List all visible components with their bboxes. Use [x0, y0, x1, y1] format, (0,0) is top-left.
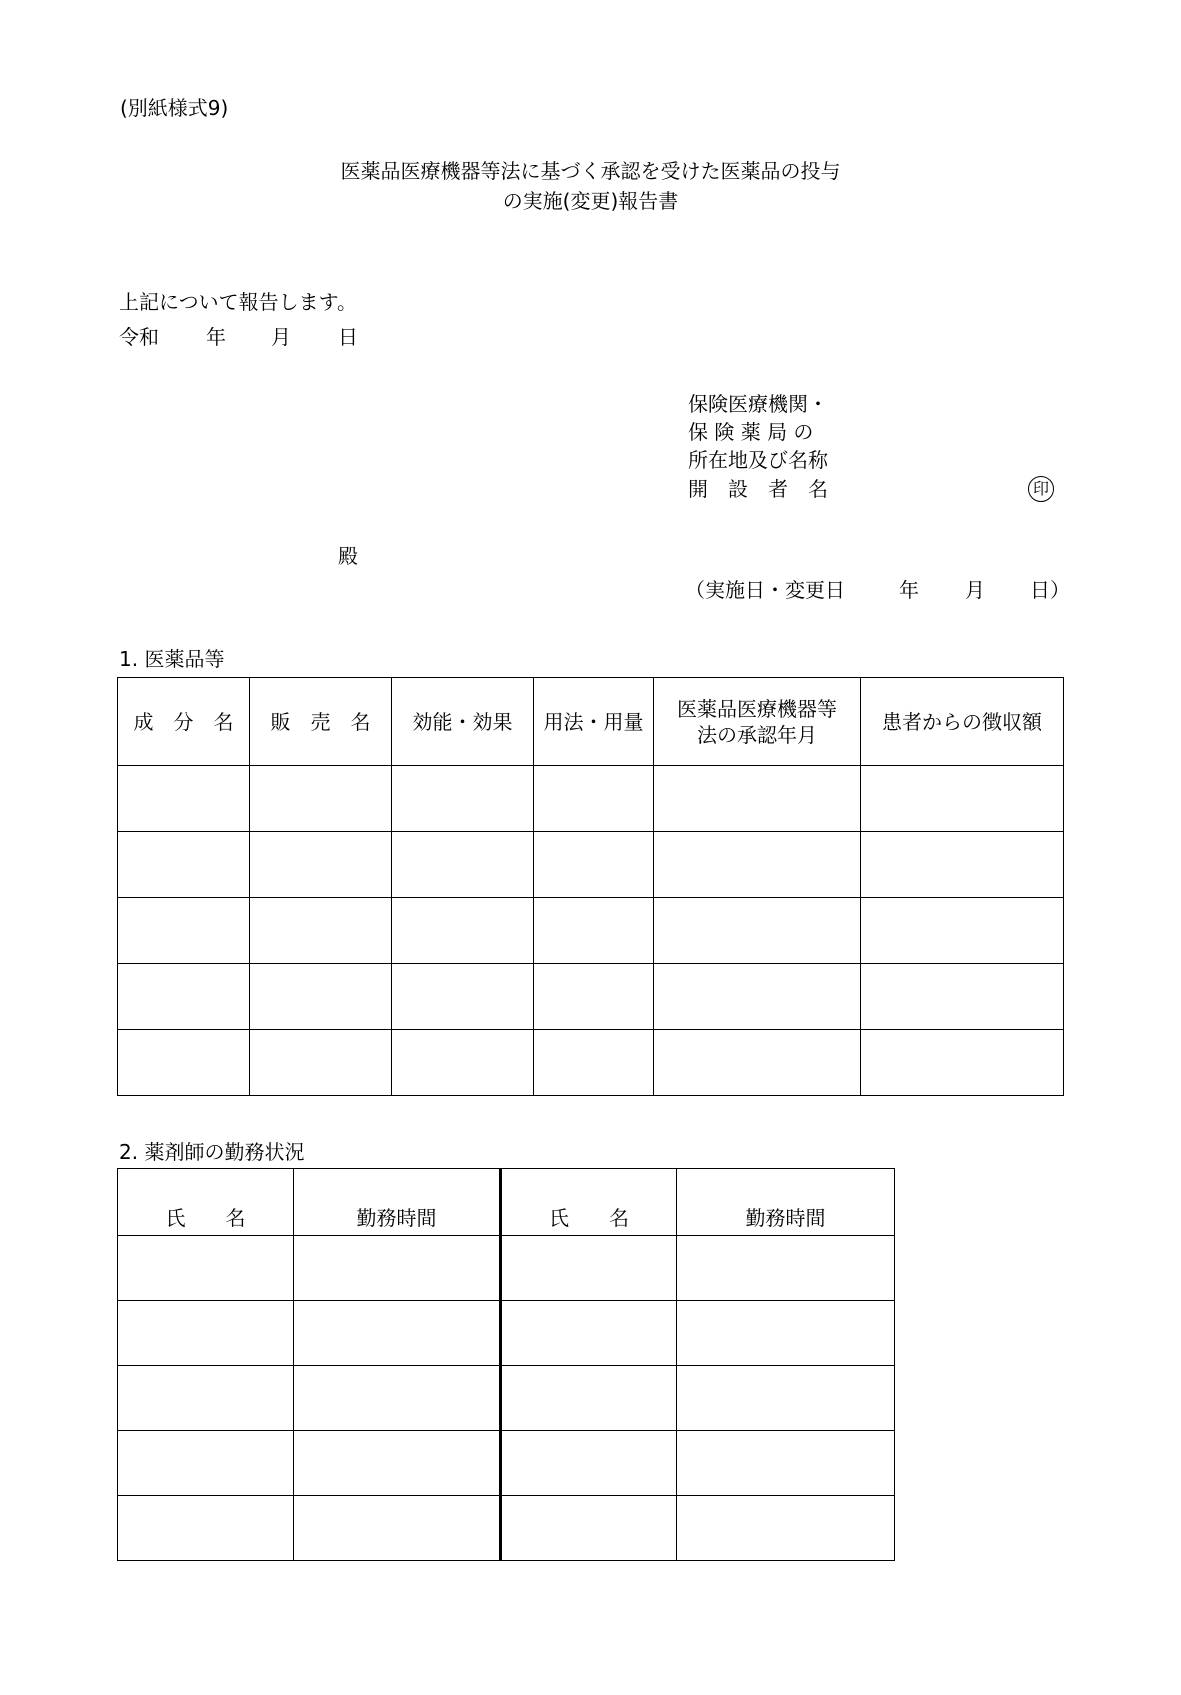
table-cell-input[interactable]: [118, 1236, 294, 1301]
implementation-date-label: （実施日・変更日: [685, 578, 845, 602]
applicant-label-3: 所在地及び名称: [688, 448, 828, 472]
table-cell-input[interactable]: [392, 766, 534, 832]
table-row: [118, 1496, 895, 1561]
table-cell-input[interactable]: [392, 832, 534, 898]
table-cell-input[interactable]: [118, 964, 250, 1030]
table-cell-input[interactable]: [677, 1496, 895, 1561]
table-cell-input[interactable]: [118, 1301, 294, 1366]
date-year: 年: [206, 325, 226, 349]
table-cell-input[interactable]: [534, 1030, 654, 1096]
table-cell-input[interactable]: [118, 1030, 250, 1096]
table-cell-input[interactable]: [861, 766, 1064, 832]
table-cell-input[interactable]: [654, 832, 861, 898]
table-row: [118, 1366, 895, 1431]
header-efficacy: 効能・効果: [392, 678, 534, 766]
table-cell-input[interactable]: [392, 898, 534, 964]
table-cell-input[interactable]: [118, 832, 250, 898]
table-cell-input[interactable]: [654, 1030, 861, 1096]
table-cell-input[interactable]: [654, 964, 861, 1030]
drug-table: [117, 677, 1064, 1096]
section1-heading: 1. 医薬品等: [119, 647, 225, 671]
table-cell-input[interactable]: [118, 898, 250, 964]
header-approval-date: 医薬品医療機器等 法の承認年月: [654, 678, 861, 766]
document-title-line1: 医薬品医療機器等法に基づく承認を受けた医薬品の投与: [340, 159, 841, 183]
table-cell-input[interactable]: [534, 898, 654, 964]
table-cell-input[interactable]: [861, 832, 1064, 898]
document-title-line2: の実施(変更)報告書: [502, 189, 679, 213]
table-cell-input[interactable]: [677, 1301, 895, 1366]
table-cell-input[interactable]: [250, 1030, 392, 1096]
header-patient-charge: 患者からの徴収額: [861, 678, 1064, 766]
table-row: [118, 964, 1064, 1030]
section2-heading: 2. 薬剤師の勤務状況: [119, 1140, 305, 1164]
header-name-1: 氏 名: [118, 1169, 294, 1236]
table-cell-input[interactable]: [534, 964, 654, 1030]
table-cell-input[interactable]: [118, 1431, 294, 1496]
table-cell-input[interactable]: [294, 1301, 501, 1366]
table-cell-input[interactable]: [861, 1030, 1064, 1096]
table-row: [118, 766, 1064, 832]
table-row: [118, 898, 1064, 964]
table-cell-input[interactable]: [294, 1431, 501, 1496]
implementation-date-month: 月: [965, 578, 985, 602]
table-cell-input[interactable]: [534, 832, 654, 898]
applicant-label-1: 保険医療機関・: [688, 392, 828, 416]
drug-table-header: [118, 678, 1064, 766]
header-hours-2: 勤務時間: [677, 1169, 895, 1236]
applicant-label-4: 開 設 者 名: [688, 477, 828, 501]
table-row: [118, 1030, 1064, 1096]
table-cell-input[interactable]: [501, 1236, 677, 1301]
table-cell-input[interactable]: [118, 1496, 294, 1561]
header-name-2: 氏 名: [501, 1169, 677, 1236]
table-cell-input[interactable]: [654, 766, 861, 832]
implementation-date-day: 日）: [1030, 578, 1070, 602]
table-cell-input[interactable]: [501, 1366, 677, 1431]
pharmacist-table-header: [118, 1169, 895, 1236]
table-cell-input[interactable]: [118, 1366, 294, 1431]
table-row: [118, 832, 1064, 898]
table-cell-input[interactable]: [250, 898, 392, 964]
table-cell-input[interactable]: [392, 1030, 534, 1096]
table-cell-input[interactable]: [294, 1366, 501, 1431]
date-day: 日: [338, 325, 358, 349]
table-row: [118, 1301, 895, 1366]
table-cell-input[interactable]: [534, 766, 654, 832]
table-cell-input[interactable]: [677, 1431, 895, 1496]
header-hours-1: 勤務時間: [294, 1169, 501, 1236]
table-cell-input[interactable]: [861, 898, 1064, 964]
table-cell-input[interactable]: [392, 964, 534, 1030]
table-row: [118, 1236, 895, 1301]
table-cell-input[interactable]: [861, 964, 1064, 1030]
header-dosage: 用法・用量: [534, 678, 654, 766]
date-month: 月: [271, 325, 291, 349]
table-cell-input[interactable]: [501, 1496, 677, 1561]
header-ingredient: 成 分 名: [118, 678, 250, 766]
seal-mark-icon: 印: [1028, 476, 1054, 502]
table-row: [118, 1431, 895, 1496]
table-cell-input[interactable]: [654, 898, 861, 964]
table-cell-input[interactable]: [250, 832, 392, 898]
date-era: 令和: [119, 325, 159, 349]
table-cell-input[interactable]: [677, 1236, 895, 1301]
table-cell-input[interactable]: [250, 964, 392, 1030]
header-brand-name: 販 売 名: [250, 678, 392, 766]
applicant-label-2: 保 険 薬 局 の: [688, 420, 814, 444]
addressee-suffix: 殿: [338, 544, 358, 568]
table-cell-input[interactable]: [294, 1496, 501, 1561]
table-cell-input[interactable]: [501, 1431, 677, 1496]
table-cell-input[interactable]: [250, 766, 392, 832]
table-cell-input[interactable]: [294, 1236, 501, 1301]
table-cell-input[interactable]: [677, 1366, 895, 1431]
pharmacist-table: [117, 1168, 895, 1561]
table-cell-input[interactable]: [501, 1301, 677, 1366]
form-number: (別紙様式9): [120, 96, 229, 120]
table-cell-input[interactable]: [118, 766, 250, 832]
report-statement: 上記について報告します。: [119, 290, 357, 314]
implementation-date-year: 年: [899, 578, 919, 602]
